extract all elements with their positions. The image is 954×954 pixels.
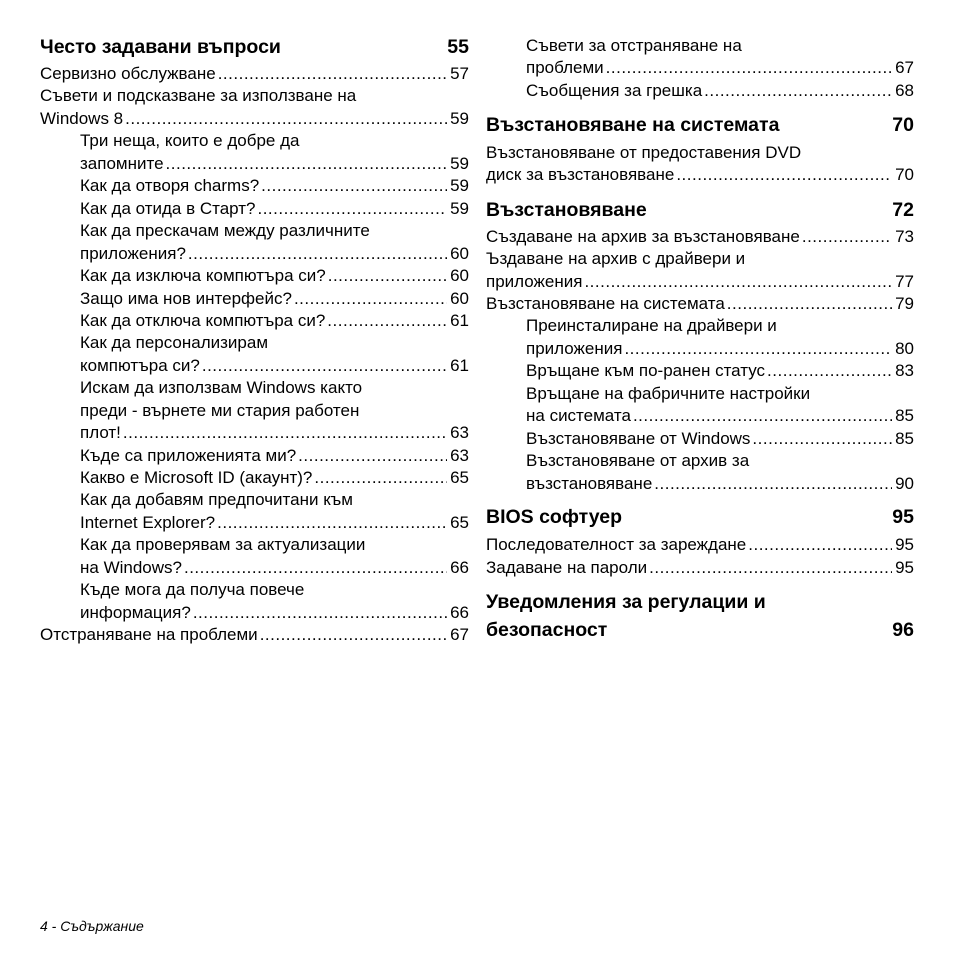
dot-leader (314, 467, 447, 489)
dot-leader (633, 405, 892, 427)
entry-text: Съвети за отстраняване на (526, 36, 742, 55)
toc-entry[interactable] (80, 220, 469, 242)
entry-text: Три неща, които е добре да (80, 131, 300, 150)
entry-page: 59 (450, 176, 469, 195)
toc-entry[interactable] (80, 355, 469, 377)
entry-text: Как да изключа компютъра си? (80, 266, 326, 285)
toc-entry[interactable] (526, 473, 914, 495)
entry-page: 85 (895, 429, 914, 448)
entry-page: 61 (450, 311, 469, 330)
dot-leader (166, 153, 448, 175)
entry-text: запомните (80, 154, 164, 173)
toc-entry[interactable] (526, 35, 914, 57)
entry-text: на системата (526, 406, 631, 425)
dot-leader (328, 265, 447, 287)
toc-entry[interactable] (80, 557, 469, 579)
toc-entry[interactable] (80, 377, 469, 399)
entry-page: 67 (450, 625, 469, 644)
entry-page: 60 (450, 266, 469, 285)
entry-page: 95 (895, 558, 914, 577)
heading-title: BIOS софтуер (486, 506, 623, 528)
entry-text: Какво е Microsoft ID (акаунт)? (80, 468, 313, 487)
toc-entry[interactable] (80, 422, 469, 444)
dot-leader (260, 624, 447, 646)
toc-entry[interactable] (80, 310, 469, 332)
toc-entry[interactable] (526, 57, 914, 79)
dot-leader (193, 602, 447, 624)
toc-entry[interactable] (40, 85, 469, 107)
toc-entry[interactable] (80, 198, 469, 220)
entry-text: Ъздаване на архив с драйвери и (486, 249, 746, 268)
entry-text: Съвети и подсказване за използване на (40, 86, 357, 105)
heading-page: 72 (892, 199, 914, 221)
dot-leader (218, 63, 447, 85)
entry-page: 68 (895, 81, 914, 100)
toc-entry[interactable] (80, 175, 469, 197)
entry-text: компютъра си? (80, 356, 200, 375)
entry-page: 90 (895, 474, 914, 493)
dot-leader (188, 243, 447, 265)
toc-entry[interactable] (486, 293, 914, 315)
entry-page: 63 (450, 446, 469, 465)
toc-entry[interactable] (526, 405, 914, 427)
toc-heading[interactable] (40, 34, 469, 60)
entry-text: Къде мога да получа повече (80, 580, 305, 599)
heading-title: Възстановяване (486, 199, 647, 221)
entry-text: Как да прескачам между различните (80, 221, 370, 240)
entry-text: Създаване на архив за възстановяване (486, 227, 800, 246)
dot-leader (802, 226, 892, 248)
toc-heading[interactable] (486, 617, 914, 643)
page-footer: 4 - Съдържание (40, 918, 144, 934)
entry-text: Как да отворя charms? (80, 176, 260, 195)
entry-text: преди - върнете ми стария работен (80, 401, 360, 420)
entry-text: Задаване на пароли (486, 558, 648, 577)
dot-leader (748, 534, 892, 556)
toc-heading[interactable] (486, 504, 914, 530)
entry-text: Как да персонализирам (80, 333, 269, 352)
entry-text: информация? (80, 603, 191, 622)
toc-entry[interactable] (526, 80, 914, 102)
toc-entry[interactable] (80, 288, 469, 310)
toc-entry[interactable] (526, 338, 914, 360)
entry-page: 66 (450, 558, 469, 577)
entry-page: 57 (450, 64, 469, 83)
entry-text: Искам да използвам Windows както (80, 378, 363, 397)
entry-text: проблеми (526, 58, 604, 77)
toc-entry[interactable] (486, 557, 914, 579)
toc-entry[interactable] (80, 489, 469, 511)
toc-entry[interactable] (486, 142, 914, 164)
entry-text: Възстановяване от архив за (526, 451, 750, 470)
entry-text: Сервизно обслужване (40, 64, 216, 83)
heading-title-line2: безопасност (486, 619, 608, 641)
heading-page: 95 (892, 506, 914, 528)
entry-page: 85 (895, 406, 914, 425)
toc-entry[interactable] (526, 383, 914, 405)
dot-leader (298, 445, 447, 467)
entry-text: Как да добавям предпочитани към (80, 490, 353, 509)
entry-text: Как да проверявам за актуализации (80, 535, 366, 554)
entry-text: Възстановяване от предоставения DVD (486, 143, 802, 162)
entry-page: 66 (450, 603, 469, 622)
dot-leader (649, 557, 892, 579)
entry-text: Съобщения за грешка (526, 81, 703, 100)
dot-leader (294, 288, 447, 310)
dot-leader (654, 473, 892, 495)
toc-entry[interactable] (526, 360, 914, 382)
dot-leader (767, 360, 892, 382)
dot-leader (125, 108, 447, 130)
toc-entry[interactable] (40, 108, 469, 130)
toc-entry[interactable] (526, 315, 914, 337)
entry-page: 60 (450, 244, 469, 263)
entry-text: на Windows? (80, 558, 182, 577)
entry-text: Връщане на фабричните настройки (526, 384, 811, 403)
entry-text: приложения (486, 272, 583, 291)
dot-leader (257, 198, 447, 220)
toc-heading[interactable] (486, 112, 914, 138)
entry-text: плот! (80, 423, 121, 442)
entry-text: диск за възстановяване (486, 165, 675, 184)
toc-entry[interactable] (526, 428, 914, 450)
dot-leader (752, 428, 892, 450)
toc-entry[interactable] (80, 467, 469, 489)
toc-entry[interactable] (80, 579, 469, 601)
entry-page: 95 (895, 535, 914, 554)
heading-page: 55 (447, 36, 469, 58)
toc-entry[interactable] (40, 624, 469, 646)
entry-text: приложения? (80, 244, 186, 263)
toc-entry[interactable] (80, 153, 469, 175)
heading-title-line1: Уведомления за регулации и (486, 591, 766, 613)
heading-page: 96 (892, 619, 914, 641)
dot-leader (261, 175, 447, 197)
entry-page: 61 (450, 356, 469, 375)
entry-page: 65 (450, 513, 469, 532)
toc-entry[interactable] (80, 130, 469, 152)
entry-page: 63 (450, 423, 469, 442)
toc-entry[interactable] (40, 63, 469, 85)
toc-entry[interactable] (486, 226, 914, 248)
dot-leader (123, 422, 447, 444)
toc-entry[interactable] (80, 400, 469, 422)
toc-entry[interactable] (80, 602, 469, 624)
toc-entry[interactable] (80, 445, 469, 467)
entry-text: Отстраняване на проблеми (40, 625, 258, 644)
entry-page: 73 (895, 227, 914, 246)
toc-entry[interactable] (486, 534, 914, 556)
entry-page: 65 (450, 468, 469, 487)
entry-page: 70 (895, 165, 914, 184)
entry-page: 59 (450, 199, 469, 218)
toc-entry[interactable] (80, 243, 469, 265)
entry-text: Как да отида в Старт? (80, 199, 256, 218)
toc-entry[interactable] (486, 271, 914, 293)
entry-text: Връщане към по-ранен статус (526, 361, 766, 380)
entry-page: 59 (450, 154, 469, 173)
entry-text: Възстановяване на системата (486, 294, 725, 313)
heading-title: Възстановяване на системата (486, 114, 780, 136)
entry-text: приложения (526, 339, 623, 358)
entry-text: Internet Explorer? (80, 513, 216, 532)
dot-leader (704, 80, 892, 102)
dot-leader (584, 271, 892, 293)
toc-entry[interactable] (80, 512, 469, 534)
entry-page: 60 (450, 289, 469, 308)
dot-leader (217, 512, 447, 534)
entry-page: 67 (895, 58, 914, 77)
entry-text: Как да отключа компютъра си? (80, 311, 326, 330)
toc-heading[interactable] (486, 589, 914, 615)
toc-entry[interactable] (486, 164, 914, 186)
dot-leader (727, 293, 892, 315)
dot-leader (184, 557, 447, 579)
dot-leader (202, 355, 447, 377)
heading-title: Често задавани въпроси (40, 36, 281, 58)
dot-leader (676, 164, 892, 186)
dot-leader (327, 310, 447, 332)
entry-text: Windows 8 (40, 109, 124, 128)
entry-page: 79 (895, 294, 914, 313)
dot-leader (624, 338, 892, 360)
entry-text: възстановяване (526, 474, 653, 493)
toc-entry[interactable] (80, 332, 469, 354)
entry-page: 80 (895, 339, 914, 358)
entry-page: 77 (895, 272, 914, 291)
entry-text: Възстановяване от Windows (526, 429, 751, 448)
toc-heading[interactable] (486, 197, 914, 223)
heading-page: 70 (892, 114, 914, 136)
toc-entry[interactable] (526, 450, 914, 472)
entry-text: Последователност за зареждане (486, 535, 747, 554)
toc-entry[interactable] (486, 248, 914, 270)
entry-text: Къде са приложенията ми? (80, 446, 297, 465)
entry-text: Преинсталиране на драйвери и (526, 316, 777, 335)
entry-page: 59 (450, 109, 469, 128)
dot-leader (606, 57, 892, 79)
toc-entry[interactable] (80, 265, 469, 287)
toc-entry[interactable] (80, 534, 469, 556)
entry-text: Защо има нов интерфейс? (80, 289, 292, 308)
entry-page: 83 (895, 361, 914, 380)
